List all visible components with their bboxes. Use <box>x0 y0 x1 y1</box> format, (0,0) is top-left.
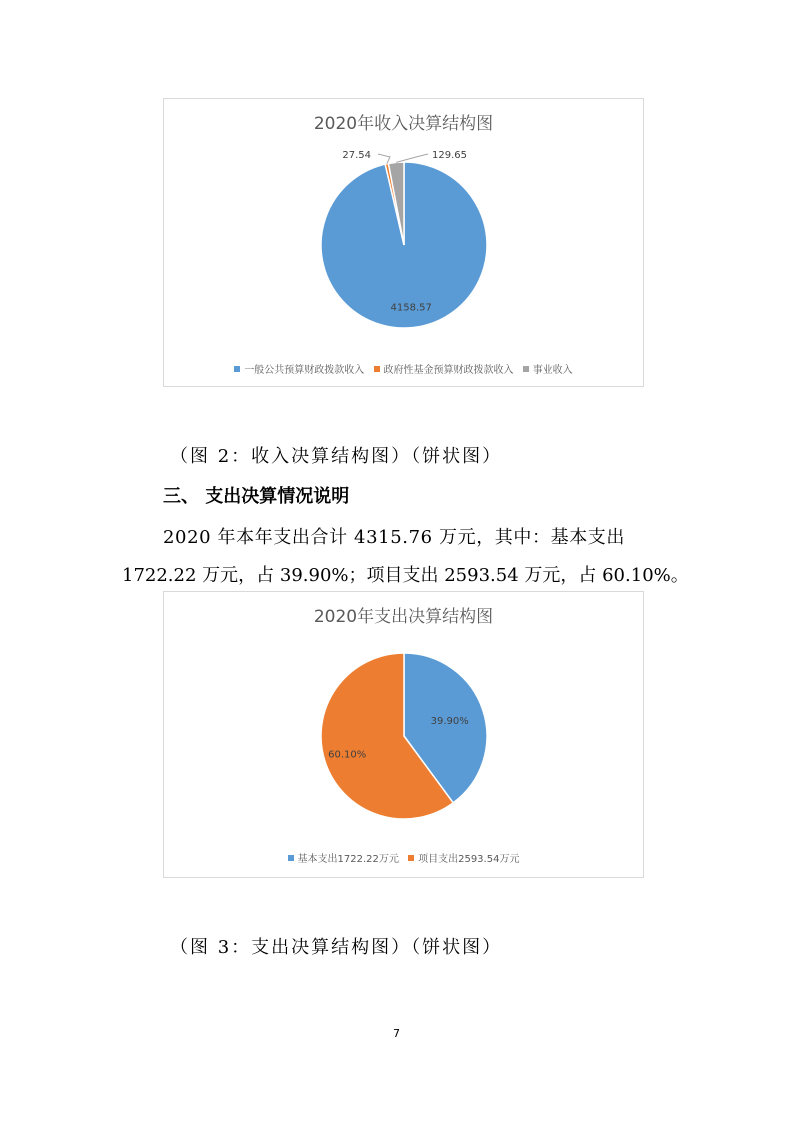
section-heading: 三、 支出决算情况说明 <box>163 486 350 507</box>
expense-pie-svg <box>164 592 643 877</box>
legend-label: 项目支出2593.54万元 <box>418 854 520 865</box>
legend-item <box>288 850 399 865</box>
figure-caption: （图 2：收入决算结构图）（饼状图） <box>170 446 503 467</box>
legend-item <box>234 361 364 376</box>
income-pie-chart <box>163 98 644 387</box>
legend-label: 基本支出1722.22万元 <box>297 854 399 865</box>
legend-label: 政府性基金预算财政拨款收入 <box>383 365 514 376</box>
legend-swatch <box>408 855 414 861</box>
pie-data-label: 60.10% <box>328 749 367 761</box>
legend-swatch <box>523 366 529 372</box>
legend-swatch <box>288 855 294 861</box>
paragraph-line: 1722.22 万元，占 39.90%；项目支出 2593.54 万元，占 60.10%。 <box>122 565 689 586</box>
chart-legend <box>164 361 643 376</box>
pie-data-label: 4158.57 <box>390 302 432 314</box>
chart-title: 2020年支出决算结构图 <box>313 607 494 627</box>
income-pie-svg <box>164 99 643 386</box>
legend-swatch <box>374 366 380 372</box>
legend-label: 事业收入 <box>532 365 573 376</box>
pie-data-label: 129.65 <box>432 150 467 161</box>
paragraph-line: 2020 年本年支出合计 4315.76 万元，其中：基本支出 <box>163 527 626 548</box>
leader-line <box>396 154 428 162</box>
figure-caption: （图 3：支出决算结构图）（饼状图） <box>170 937 503 958</box>
pie-data-label: 27.54 <box>342 150 371 161</box>
leader-line <box>378 154 390 164</box>
chart-legend <box>164 850 643 865</box>
chart-title: 2020年收入决算结构图 <box>313 114 494 134</box>
expense-pie-chart <box>163 591 644 878</box>
page-number: 7 <box>393 1027 400 1040</box>
legend-item <box>408 850 519 865</box>
legend-item <box>523 361 573 376</box>
legend-label: 一般公共预算财政拨款收入 <box>244 365 365 376</box>
legend-item <box>374 361 514 376</box>
legend-swatch <box>234 366 240 372</box>
pie-data-label: 39.90% <box>430 715 469 727</box>
